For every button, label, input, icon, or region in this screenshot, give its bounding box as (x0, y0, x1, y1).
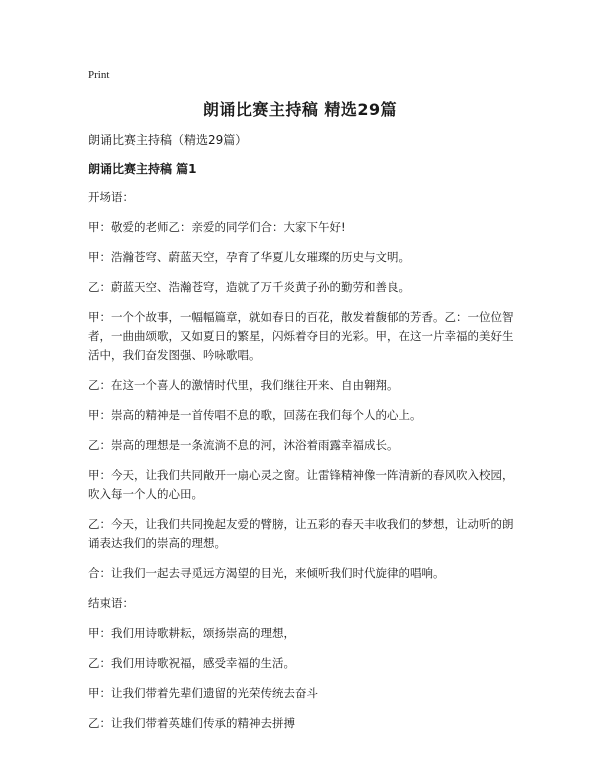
paragraph: 开场语： (88, 190, 134, 204)
section-heading: 朗诵比赛主持稿 篇1 (88, 162, 197, 176)
paragraph: 乙：我们用诗歌祝福，感受幸福的生活。 (88, 656, 295, 670)
paragraph: 甲：一个个故事，一幅幅篇章，就如春日的百花，散发着馥郁的芳香。乙：一位位智者，一曲曲颂歌，又如夏日的繁星，闪烁着夺目的光彩。甲，在这一片幸福的美好生活中，我们奋发图强、吟咏歌唱。 (88, 310, 514, 362)
paragraph: 甲：敬爱的老师乙：亲爱的同学们合：大家下午好! (88, 220, 346, 234)
paragraph: 甲：让我们带着先辈们遗留的光荣传统去奋斗 (88, 686, 318, 700)
paragraph: 乙：崇高的理想是一条流淌不息的河，沐浴着雨露幸福成长。 (88, 438, 399, 452)
paragraph: 乙：在这一个喜人的激情时代里，我们继往开来、自由翱翔。 (88, 378, 399, 392)
paragraph: 甲：崇高的精神是一首传唱不息的歌，回荡在我们每个人的心上。 (88, 408, 422, 422)
paragraph: 乙：今天，让我们共同挽起友爱的臂膀，让五彩的春天丰收我们的梦想，让动听的朗诵表达我们的崇高的理想。 (88, 517, 514, 550)
paragraph: 乙：让我们带着英雄们传承的精神去拼搏 (88, 716, 295, 730)
paragraph: 甲：我们用诗歌耕耘，颂扬崇高的理想， (88, 626, 295, 640)
document-body (88, 188, 516, 744)
paragraph: 甲：今天，让我们共同敞开一扇心灵之窗。让雷锋精神像一阵清新的春风吹入校园，吹入每一个人的心田。 (88, 468, 514, 501)
page-title: 朗诵比赛主持稿 精选29篇 (202, 100, 398, 119)
paragraph: 结束语： (88, 596, 134, 610)
paragraph: 合：让我们一起去寻觅远方渴望的目光，来倾听我们时代旋律的唱响。 (88, 566, 445, 580)
document-subtitle: 朗诵比赛主持稿（精选29篇） (88, 133, 248, 147)
print-link[interactable]: Print (88, 69, 110, 81)
paragraph: 乙：蔚蓝天空、浩瀚苍穹，造就了万千炎黄子孙的勤劳和善良。 (88, 280, 410, 294)
paragraph: 甲：浩瀚苍穹、蔚蓝天空，孕育了华夏儿女璀璨的历史与文明。 (88, 250, 410, 264)
